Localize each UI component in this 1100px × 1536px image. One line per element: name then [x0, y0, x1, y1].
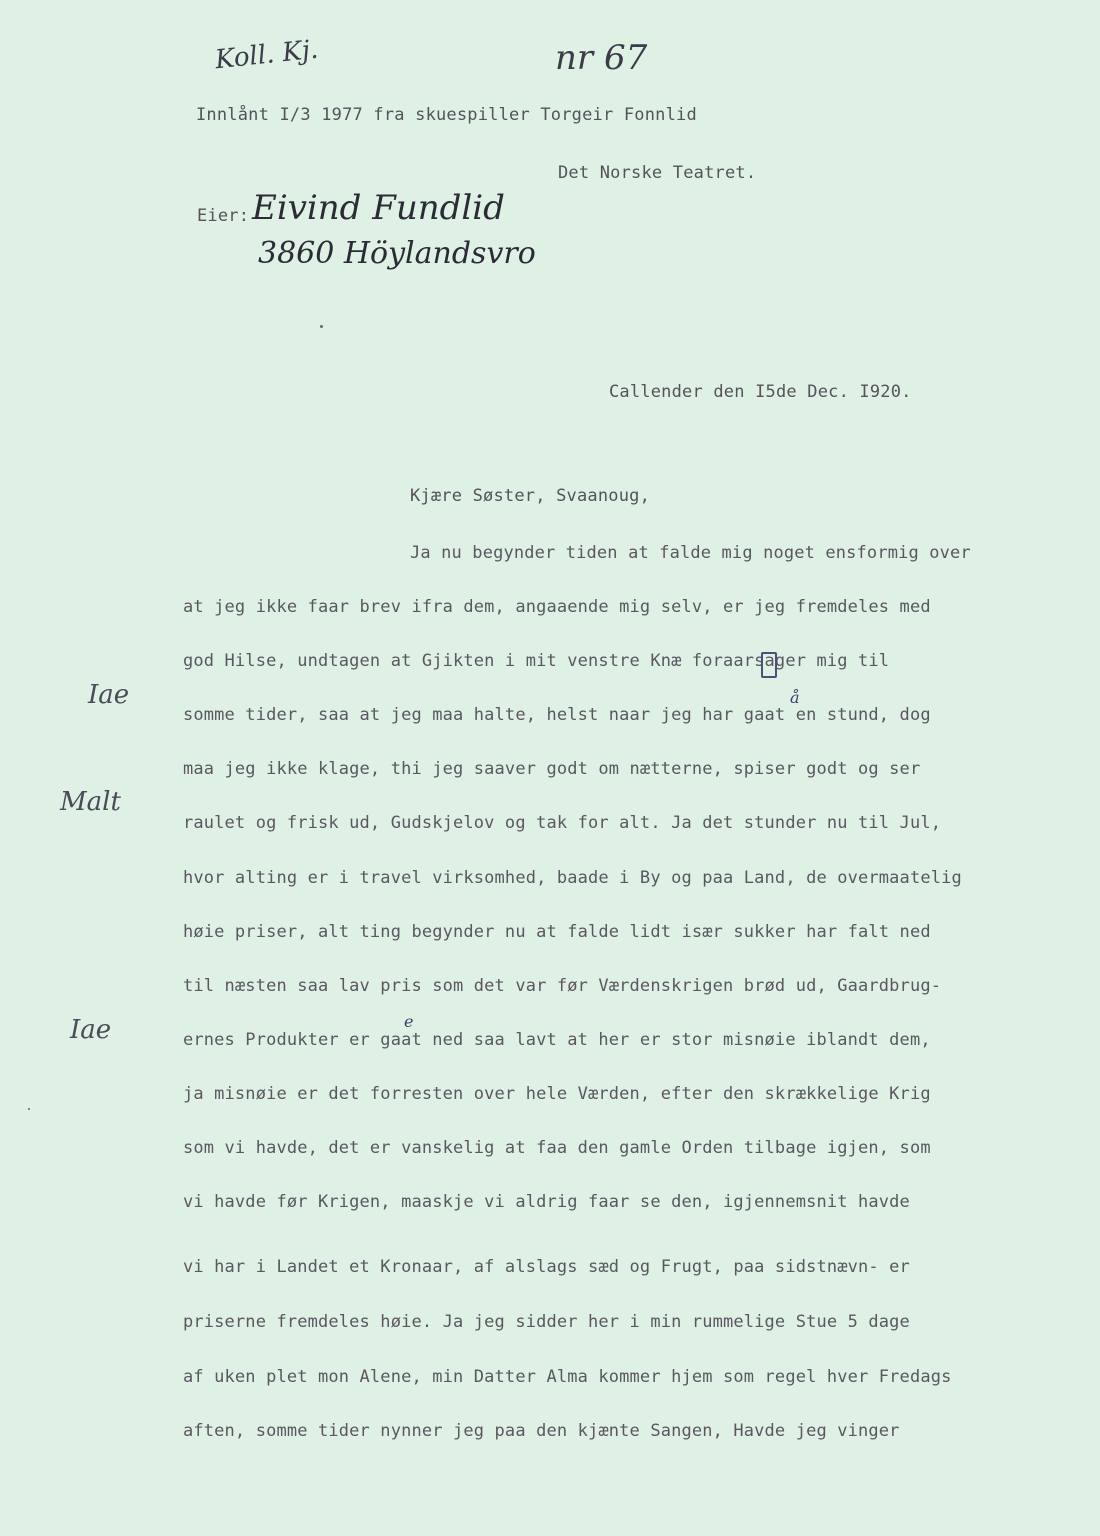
letter-line: vi har i Landet et Kronaar, af alslags sæd og Frugt, paa sidstnævn- er: [183, 1257, 910, 1277]
institution-line: Det Norske Teatret.: [558, 163, 757, 183]
salutation: Kjære Søster, Svaanoug,: [410, 486, 651, 506]
letter-line: aften, somme tider nynner jeg paa den kjænte Sangen, Havde jeg vinger: [183, 1421, 900, 1441]
correction-accent: e: [404, 1012, 414, 1031]
edit-bracket-mark: [761, 652, 777, 678]
letter-line: god Hilse, undtagen at Gjikten i mit venstre Knæ foraarsager mig til: [183, 651, 890, 671]
letter-line: at jeg ikke faar brev ifra dem, angaaende mig selv, er jeg fremdeles med: [183, 597, 931, 617]
letter-line: til næsten saa lav pris som det var før Værdenskrigen brød ud, Gaardbrug-: [183, 976, 942, 996]
letter-line: raulet og frisk ud, Gudskjelov og tak for alt. Ja det stunder nu til Jul,: [183, 813, 942, 833]
ink-speck: [320, 325, 323, 328]
letter-line: priserne fremdeles høie. Ja jeg sidder her i min rummelige Stue 5 dage: [183, 1312, 910, 1332]
loan-line: Innlånt I/3 1977 fra skuespiller Torgeir Fonnlid: [196, 105, 697, 125]
correction-accent: å: [790, 688, 800, 707]
letter-line: ernes Produkter er gaat ned saa lavt at her er stor misnøie iblandt dem,: [183, 1030, 931, 1050]
margin-note: Iae: [88, 680, 130, 710]
owner-name: Eivind Fundlid: [252, 188, 505, 228]
margin-note: Malt: [60, 787, 121, 817]
dateline: Callender den I5de Dec. I920.: [609, 382, 912, 402]
margin-note: Iae: [70, 1015, 112, 1045]
letter-line: af uken plet mon Alene, min Datter Alma kommer hjem som regel hver Fredags: [183, 1367, 952, 1387]
collection-note: Koll. Kj.: [213, 34, 320, 76]
letter-line: somme tider, saa at jeg maa halte, helst naar jeg har gaat en stund, dog: [183, 705, 931, 725]
number-note: nr 67: [555, 38, 648, 78]
letter-line: hvor alting er i travel virksomhed, baade i By og paa Land, de overmaatelig: [183, 868, 962, 888]
letter-line: ja misnøie er det forresten over hele Værden, efter den skrækkelige Krig: [183, 1084, 931, 1104]
owner-label: Eier:: [197, 206, 250, 226]
letter-line: høie priser, alt ting begynder nu at falde lidt især sukker har falt ned: [183, 922, 931, 942]
letter-line: Ja nu begynder tiden at falde mig noget ensformig over: [410, 543, 971, 563]
owner-address: 3860 Höylandsvro: [258, 236, 536, 271]
letter-line: maa jeg ikke klage, thi jeg saaver godt om nætterne, spiser godt og ser: [183, 759, 921, 779]
letter-line: vi havde før Krigen, maaskje vi aldrig faar se den, igjennemsnit havde: [183, 1192, 910, 1212]
letter-line: som vi havde, det er vanskelig at faa den gamle Orden tilbage igjen, som: [183, 1138, 931, 1158]
ink-speck: [28, 1108, 30, 1110]
